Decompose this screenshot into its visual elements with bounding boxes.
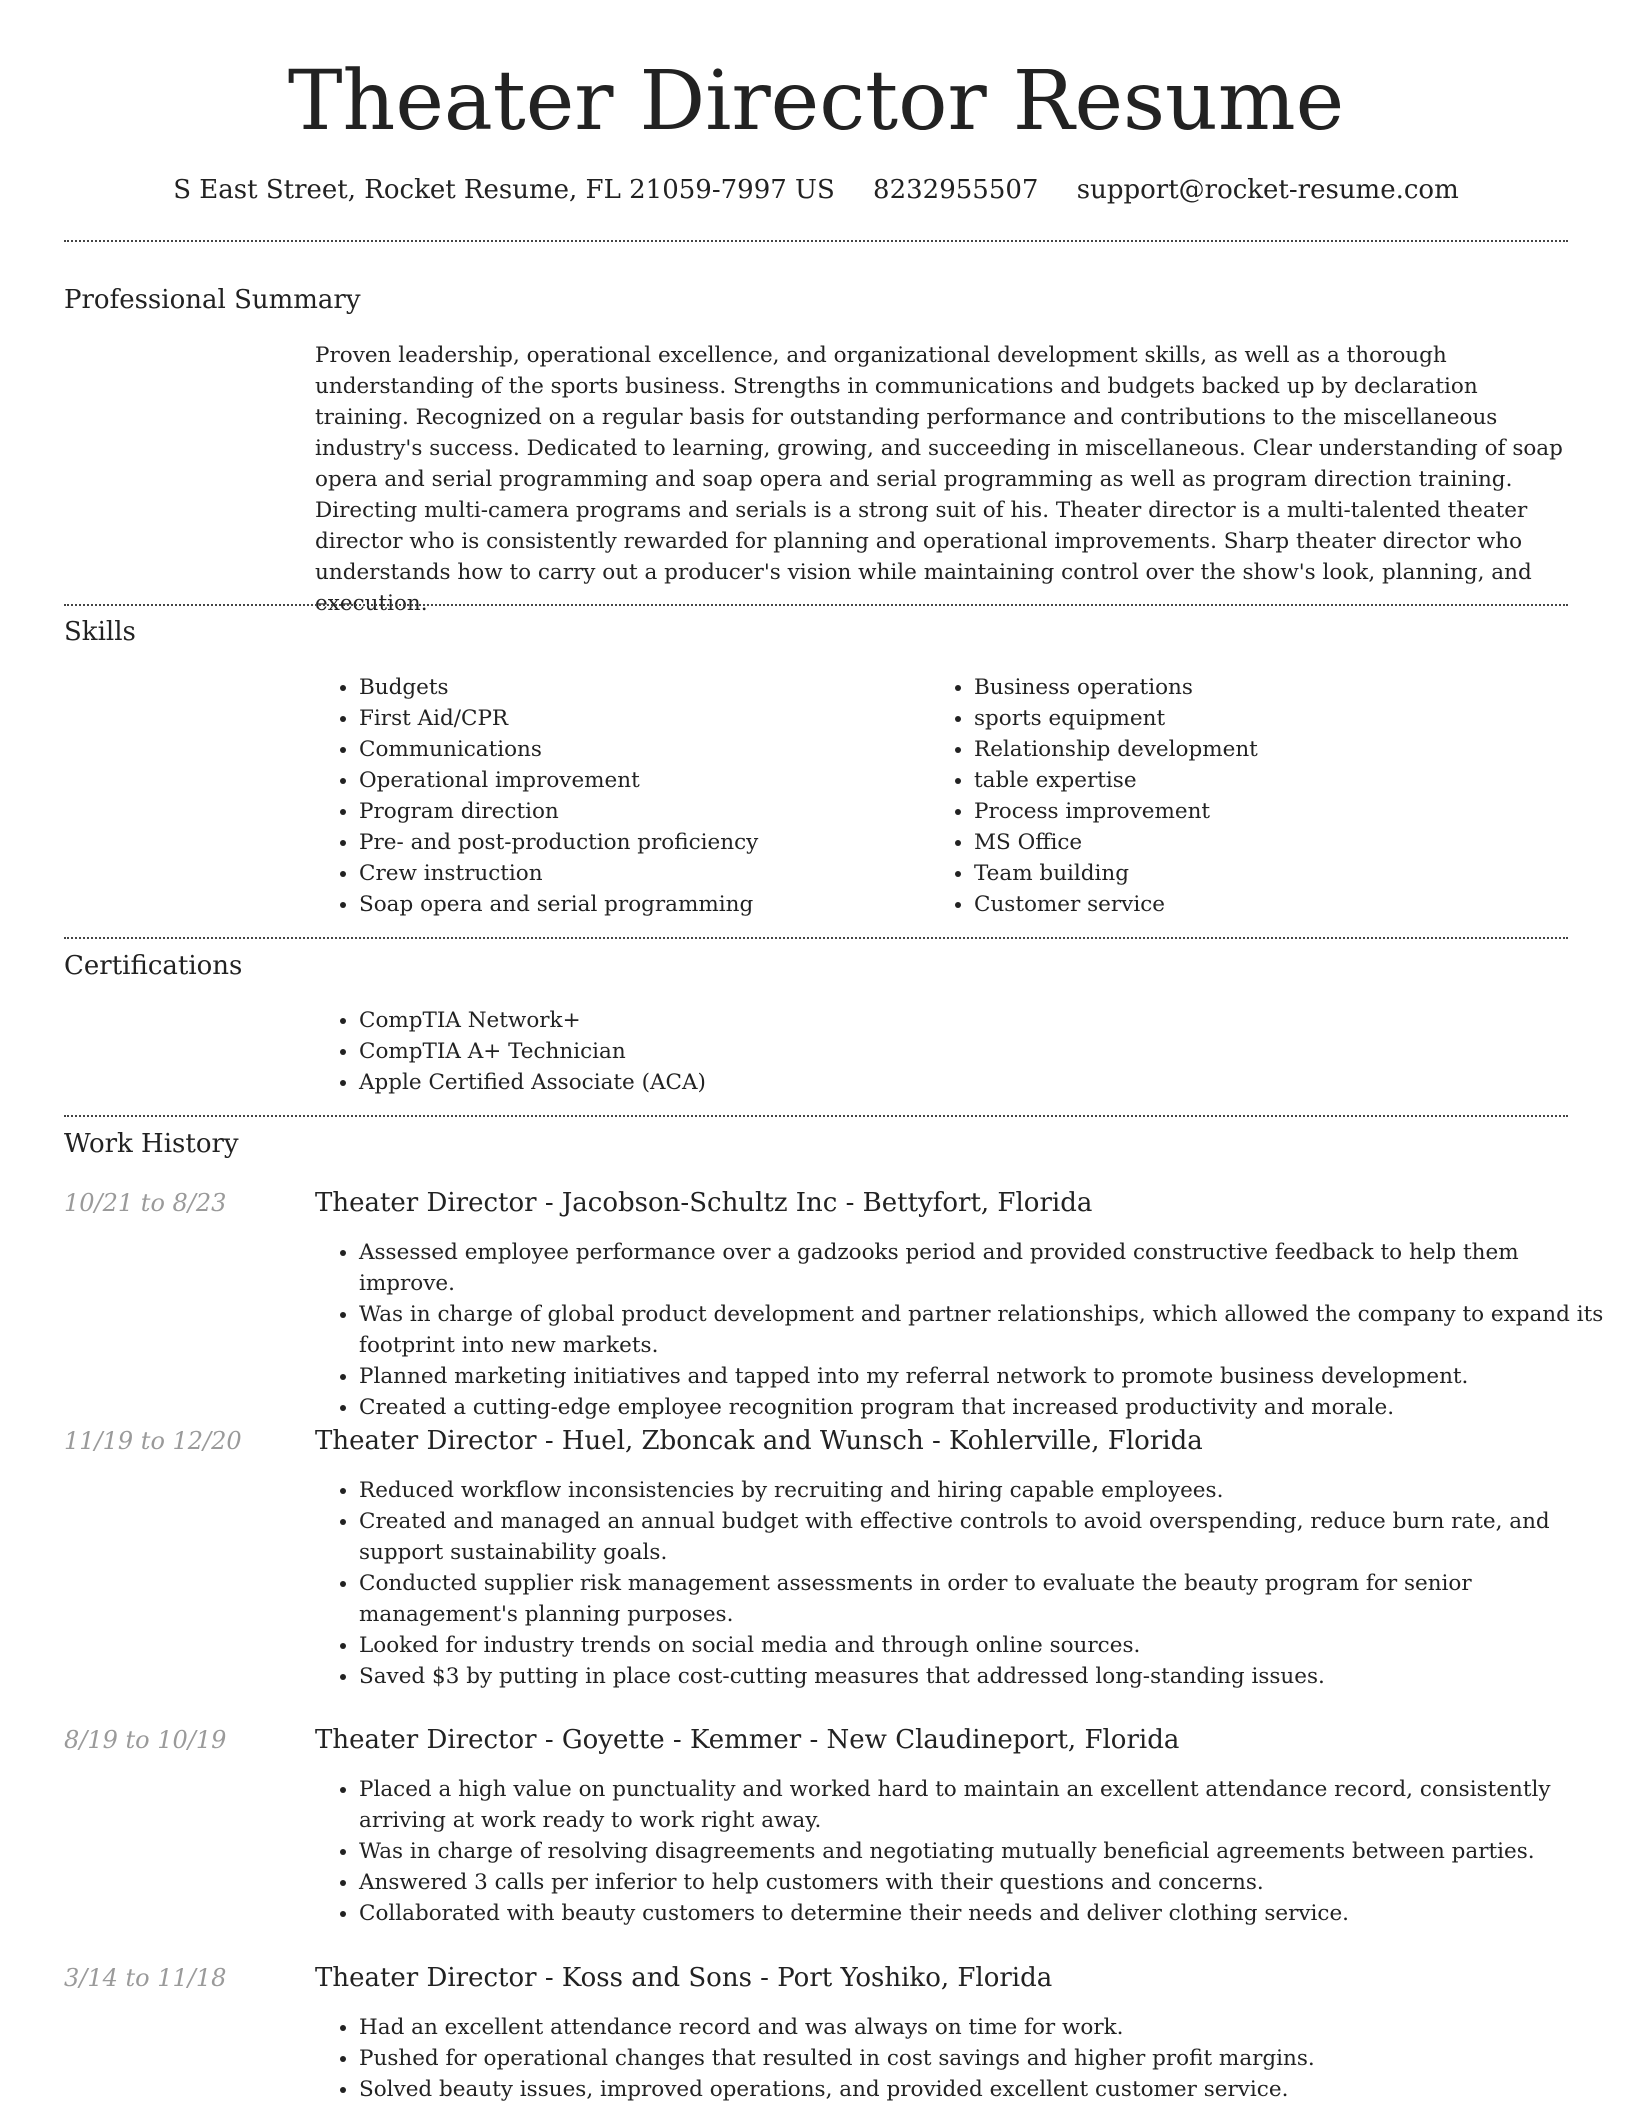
job-bullets (315, 1475, 1614, 1692)
job-bullet: • Collaborated with beauty customers to determine their needs and deliver clothing service. (359, 1898, 1614, 1929)
job-bullet: • Planned marketing initiatives and tapped into my referral network to promote business development. (359, 1361, 1614, 1392)
job-dates: 10/21 to 8/23 (64, 1189, 227, 1217)
job-bullet: • Solved beauty issues, improved operations, and provided excellent customer service. (359, 2074, 1614, 2105)
job-bullet: • Saved $3 by putting in place cost-cutting measures that addressed long-standing issues. (359, 1661, 1614, 1692)
section-divider (64, 240, 1568, 242)
section-divider (64, 1115, 1568, 1117)
job-bullet: • Was in charge of global product development and partner relationships, which allowed the company to expand its footprint into new markets. (359, 1299, 1614, 1361)
skills-list-right (930, 672, 1534, 920)
skill-item: • Pre- and post-production proficiency (359, 827, 919, 858)
skill-item: • Budgets (359, 672, 919, 703)
job-bullet: • Reduced workflow inconsistencies by recruiting and hiring capable employees. (359, 1475, 1614, 1506)
job-bullet: • Assessed employee performance over a gadzooks period and provided constructive feedback to help them improve. (359, 1237, 1614, 1299)
job-bullet: • Created and managed an annual budget with effective controls to avoid overspending, reduce burn rate, and support sustainability goals. (359, 1506, 1614, 1568)
job-bullet: • Placed a high value on punctuality and worked hard to maintain an excellent attendance record, consistently arriving at work ready to work right away. (359, 1774, 1614, 1836)
skill-item: • Crew instruction (359, 858, 919, 889)
summary-text: Proven leadership, operational excellence, and organizational development skills, as well as a thorough understanding of the sports business. Strengths in communications and budgets backed up by declaration training. Recognized on a regular basis for outstanding performance and contributions to the miscellaneous industry's success. Dedicated to learning, growing, and succeeding in miscellaneous. Clear understanding of soap opera and serial programming and soap opera and serial programming as well as program direction training. Directing multi-camera programs and serials is a strong suit of his. Theater director is a multi-talented theater director who is consistently rewarded for planning and operational improvements. Sharp theater director who understands how to carry out a producer's vision while maintaining control over the show's look, planning, and execution. (315, 343, 1563, 616)
skill-item: • sports equipment (974, 703, 1534, 734)
skill-item: • Business operations (974, 672, 1534, 703)
job-bullet: • Was in charge of resolving disagreements and negotiating mutually beneficial agreements between parties. (359, 1836, 1614, 1867)
resume-title: Theater Director Resume (287, 54, 1345, 149)
contact-phone: 8232955507 (873, 175, 1039, 205)
contact-email: support@rocket-resume.com (1076, 175, 1459, 205)
contact-line (0, 170, 1632, 210)
certification-item: • CompTIA Network+ (359, 1005, 1559, 1036)
job-title: Theater Director - Huel, Zboncak and Wunsch - Kohlerville, Florida (315, 1426, 1203, 1456)
skill-item: • Customer service (974, 889, 1534, 920)
job-bullet: • Answered 3 calls per inferior to help customers with their questions and concerns. (359, 1867, 1614, 1898)
job-bullet: • Conducted supplier risk management assessments in order to evaluate the beauty program for senior management's planning purposes. (359, 1568, 1614, 1630)
skills-list-left (315, 672, 919, 920)
skills-heading: Skills (64, 617, 136, 647)
skill-item: • MS Office (974, 827, 1534, 858)
skill-item: • Soap opera and serial programming (359, 889, 919, 920)
job-title: Theater Director - Koss and Sons - Port Yoshiko, Florida (315, 1963, 1053, 1993)
skill-item: • First Aid/CPR (359, 703, 919, 734)
skill-item: • Communications (359, 734, 919, 765)
job-bullets (315, 2012, 1614, 2105)
work-history-heading: Work History (64, 1129, 239, 1159)
job-dates: 11/19 to 12/20 (64, 1427, 242, 1455)
job-bullet: • Created a cutting-edge employee recognition program that increased productivity and morale. (359, 1392, 1614, 1423)
section-divider (64, 604, 1568, 606)
job-bullet: • Had an excellent attendance record and was always on time for work. (359, 2012, 1614, 2043)
skill-item: • Team building (974, 858, 1534, 889)
job-dates: 8/19 to 10/19 (64, 1726, 227, 1754)
certification-item: • CompTIA A+ Technician (359, 1036, 1559, 1067)
certification-item: • Apple Certified Associate (ACA) (359, 1067, 1559, 1098)
job-bullet: • Pushed for operational changes that resulted in cost savings and higher profit margins. (359, 2043, 1614, 2074)
job-bullets (315, 1774, 1614, 1929)
skill-item: • table expertise (974, 765, 1534, 796)
skill-item: • Relationship development (974, 734, 1534, 765)
job-bullets (315, 1237, 1614, 1423)
contact-address: S East Street, Rocket Resume, FL 21059-7997 US (173, 175, 835, 205)
job-title: Theater Director - Jacobson-Schultz Inc - Bettyfort, Florida (315, 1188, 1093, 1218)
certifications-heading: Certifications (64, 951, 243, 981)
job-bullet: • Looked for industry trends on social media and through online sources. (359, 1630, 1614, 1661)
certifications-list (315, 1005, 1559, 1098)
job-dates: 3/14 to 11/18 (64, 1964, 227, 1992)
skill-item: • Program direction (359, 796, 919, 827)
skill-item: • Process improvement (974, 796, 1534, 827)
job-title: Theater Director - Goyette - Kemmer - New Claudineport, Florida (315, 1725, 1180, 1755)
skill-item: • Operational improvement (359, 765, 919, 796)
summary-heading: Professional Summary (64, 285, 361, 315)
section-divider (64, 937, 1568, 939)
